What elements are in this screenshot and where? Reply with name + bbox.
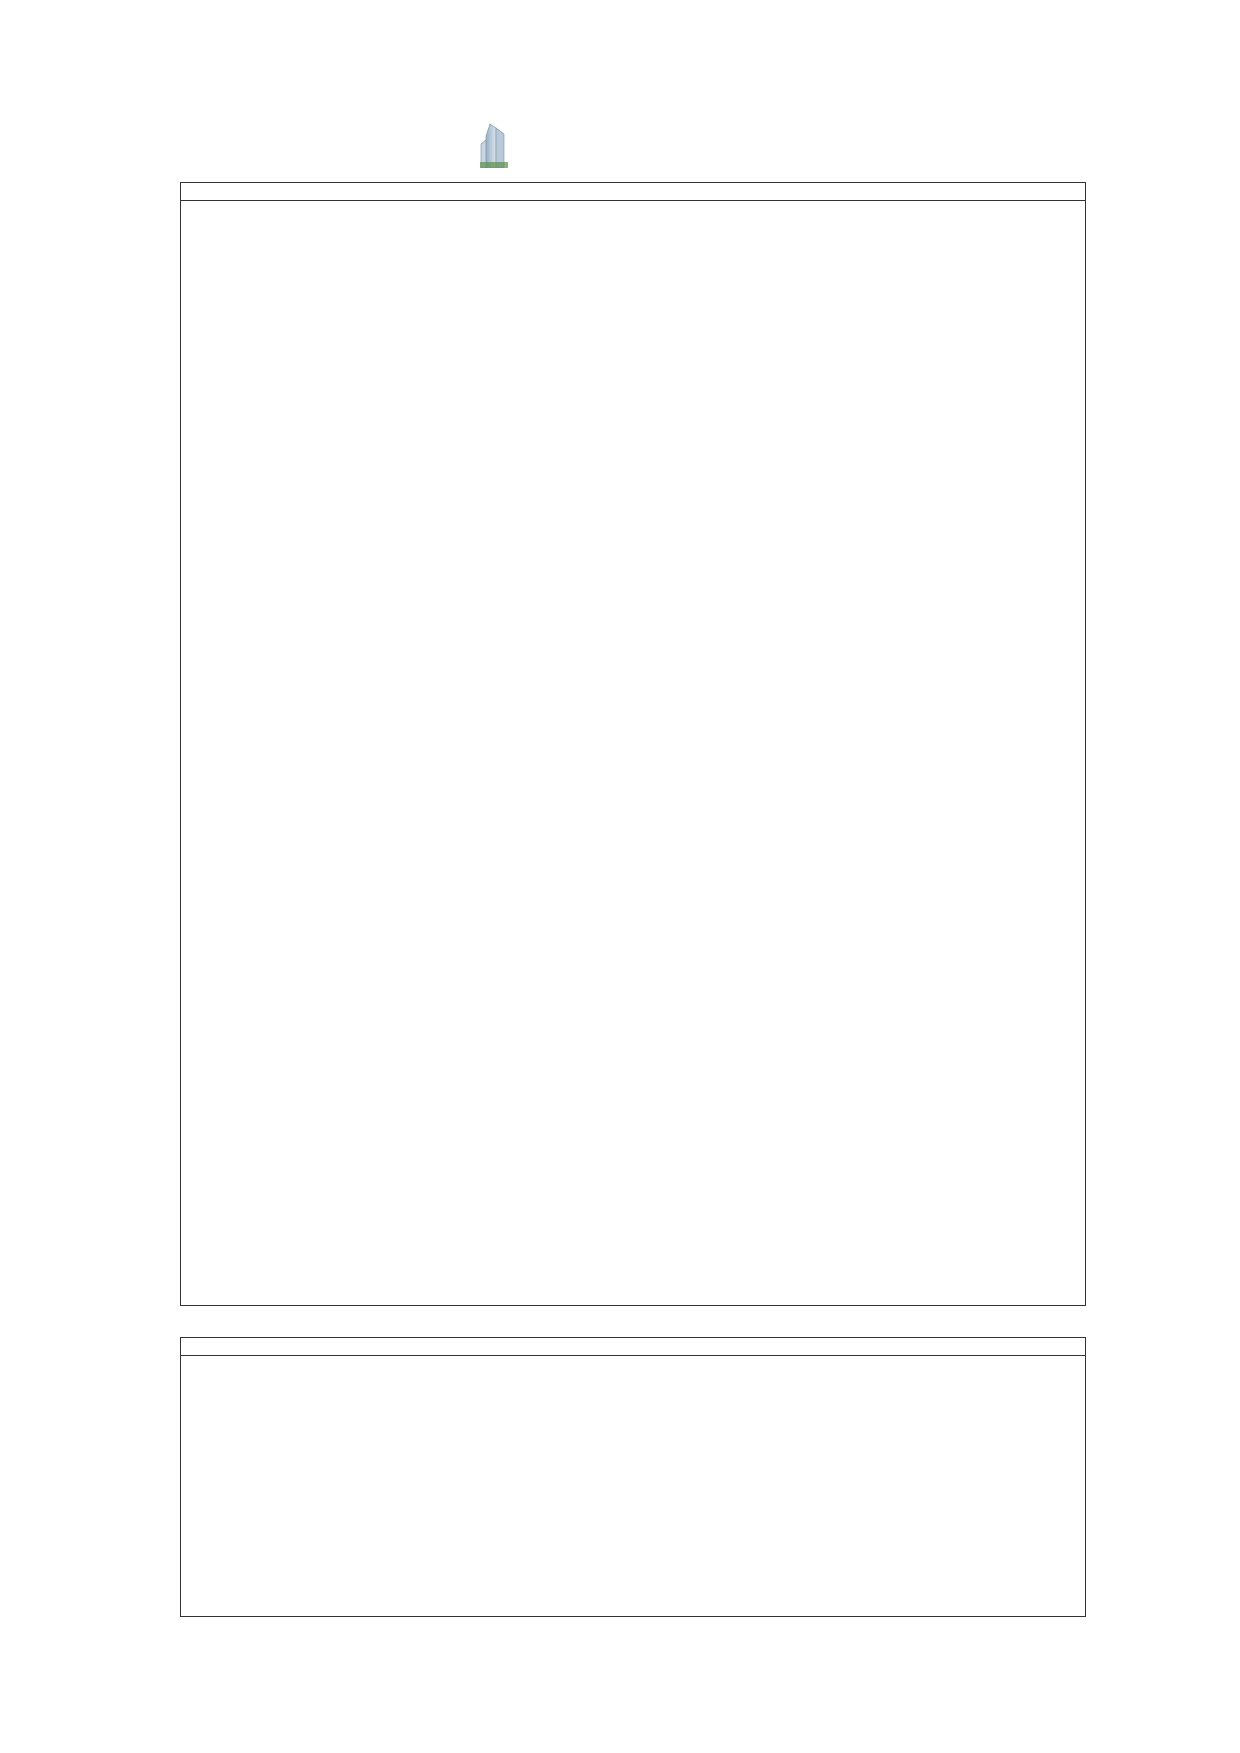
availability-schedule (180, 182, 1086, 1306)
phone-contacts-section (180, 1337, 1086, 1617)
contacts-title (181, 1338, 1085, 1356)
schedule-days (181, 201, 1085, 1305)
building-logo-icon (480, 122, 508, 168)
schedule-title (181, 183, 1085, 201)
page-header (480, 122, 800, 168)
